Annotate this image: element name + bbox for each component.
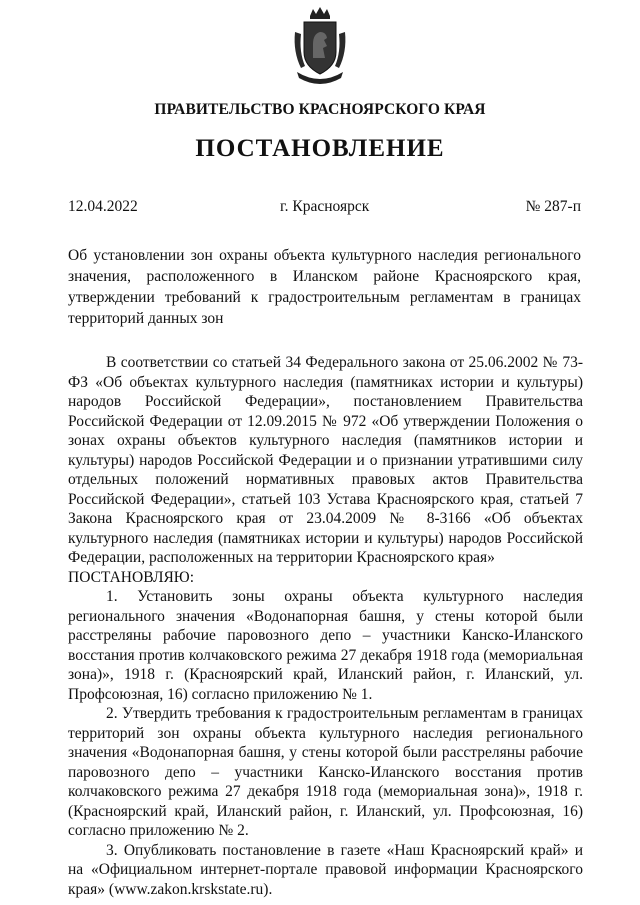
document-date: 12.04.2022 bbox=[68, 198, 138, 215]
item-3-paragraph: 3. Опубликовать постановление в газете «Наш Красноярский край» и на «Официальном интернет-портале правовой информации Красноярского края» (www.zakon.krskstate.ru). bbox=[68, 841, 583, 898]
decree-word: ПОСТАНОВЛЯЮ: bbox=[68, 568, 195, 586]
document-type-title: ПОСТАНОВЛЕНИЕ bbox=[195, 135, 445, 162]
document-city: г. Красноярск bbox=[280, 198, 370, 215]
document-subject: Об установлении зон охраны объекта культурного наследия регионального значения, расположенного в Иланском районе Красноярского края, утверждении требований к градостроительным регламентам в границах территорий данных зон bbox=[68, 247, 581, 327]
item-1-paragraph: 1. Установить зоны охраны объекта культурного наследия регионального значения «Водонапорная башня, у стены которой были расстреляны рабочие паровозного депо – участники Канско-Иланского восстания против колчаковского режима 27 декабря 1918 года (мемориальная зона)», 1918 г. (Красноярский край, Иланский район, г. Иланский, ул. Профсоюзная, 16) согласно приложению № 1. bbox=[68, 588, 583, 703]
krasnoyarsk-coat-of-arms-icon bbox=[291, 6, 349, 86]
item-2-paragraph: 2. Утвердить требования к градостроительным регламентам в границах территорий зон охраны объекта культурного наследия регионального значения «Водонапорная башня, у стены которой были расстреляны рабочие паровозного депо – участники Канско-Иланского восстания против колчаковского режима 27 декабря 1918 года (мемориальная зона)», 1918 г. (Красноярский край, Иланский район, г. Иланский, ул. Профсоюзная, 16) согласно приложению № 2. bbox=[68, 705, 583, 839]
preamble-paragraph: В соответствии со статьей 34 Федерального закона от 25.06.2002 № 73-ФЗ «Об объектах культурного наследия (памятниках истории и культуры) народов Российской Федерации», постановлением Правительства Российской Федерации от 12.09.2015 № 972 «Об утверждении Положения о зонах охраны объектов культурного наследия (памятников истории и культуры) народов Российской Федерации и о признании утратившими силу отдельных положений нормативных правовых актов Правительства Российской Федерации», статьей 103 Устава Красноярского края, статьей 7 Закона Красноярского края от 23.04.2009 № 8-3166 «Об объектах культурного наследия (памятниках истории и культуры) народов Российской Федерации, расположенных на территории Красноярского края» bbox=[68, 354, 583, 566]
document-number: № 287-п bbox=[525, 198, 581, 215]
government-name: ПРАВИТЕЛЬСТВО КРАСНОЯРСКОГО КРАЯ bbox=[154, 101, 486, 118]
document-body bbox=[68, 353, 583, 899]
